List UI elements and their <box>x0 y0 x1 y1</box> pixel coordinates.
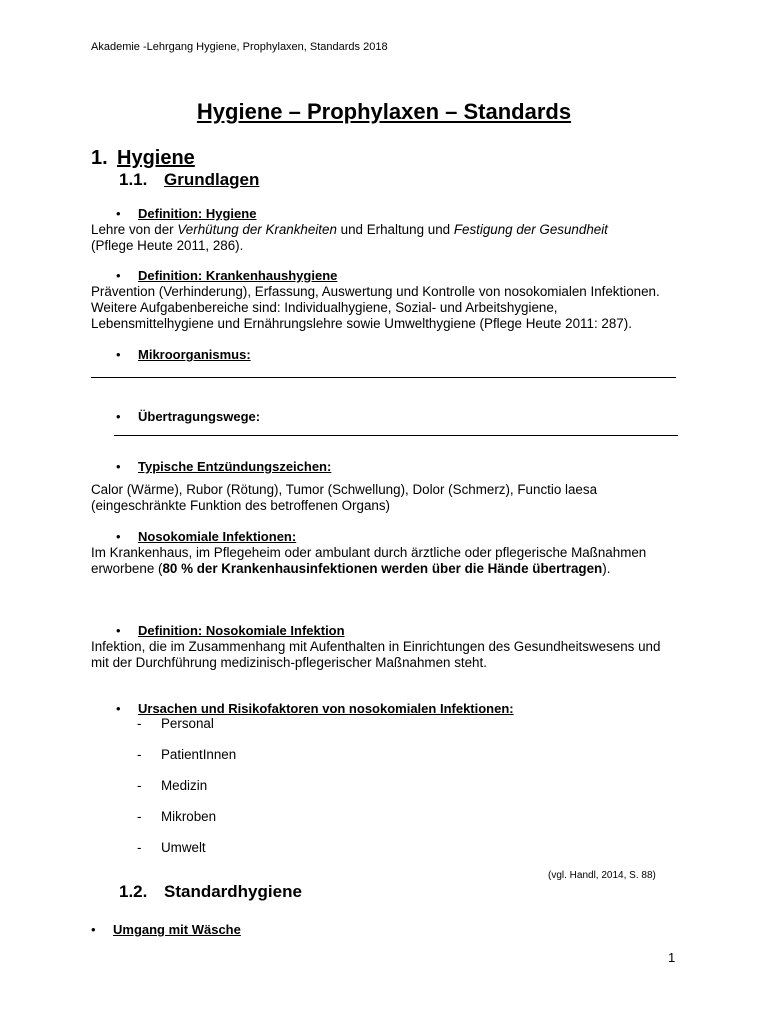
subsection-number: 1.1. <box>119 170 148 189</box>
bullet-uebertragungswege <box>116 409 260 424</box>
answer-line <box>114 435 678 436</box>
bullet-dot-icon: • <box>91 922 96 937</box>
section-heading-hygiene <box>91 147 195 170</box>
bullet-entzuendungszeichen <box>116 459 331 474</box>
subsection-label: Grundlagen <box>164 170 260 189</box>
answer-line <box>91 377 676 378</box>
bullet-dot-icon: • <box>116 347 121 362</box>
paragraph-nosokomiale-infektionen: Im Krankenhaus, im Pflegeheim oder ambulant durch ärztliche oder pflegerische Maßnahmen erworbene (80 % der Krankenhausinfektionen werden über die Hände übertragen). <box>91 545 647 576</box>
bullet-label: Definition: Krankenhaushygiene <box>138 268 338 283</box>
bullet-dot-icon: • <box>116 529 121 544</box>
bullet-definition-nosokomiale-infektion <box>116 623 345 638</box>
subsection-heading-standardhygiene <box>119 882 302 902</box>
bullet-label: Nosokomiale Infektionen: <box>138 529 297 544</box>
paragraph-nosokomiale-infektion-definition: Infektion, die im Zusammenhang mit Aufenthalten in Einrichtungen des Gesundheitswesens und mit der Durchführung medizinisch-pflegerischer Maßnahmen steht. <box>91 639 661 670</box>
list-item: - Medizin <box>137 778 208 793</box>
emphasis-text: Festigung der Gesundheit <box>453 222 608 237</box>
bullet-dot-icon: • <box>116 268 121 283</box>
bullet-label: Typische Entzündungszeichen: <box>138 459 332 474</box>
document-title: Hygiene – Prophylaxen – Standards <box>196 99 572 124</box>
paragraph-entzuendungszeichen: Calor (Wärme), Rubor (Rötung), Tumor (Schwellung), Dolor (Schmerz), Functio laesa (eingeschränkte Funktion des betroffenen Organs) <box>91 482 598 513</box>
bullet-dot-icon: • <box>116 701 121 716</box>
section-label: Hygiene <box>117 147 195 169</box>
emphasis-text: Verhütung der Krankheiten <box>177 222 337 237</box>
citation: (vgl. Handl, 2014, S. 88) <box>548 870 656 881</box>
subsection-heading-grundlagen <box>119 170 259 190</box>
paragraph-krankenhaushygiene: Prävention (Verhinderung), Erfassung, Auswertung und Kontrolle von nosokomialen Infektionen. Weitere Aufgabenbereiche sind: Individualhygiene, Sozial- und Arbeitshygiene, Lebensmittelhygiene und Ernährungslehre sowie Umwelthygiene (Pflege Heute 2011: 287). <box>91 284 660 331</box>
paragraph-hygiene-definition: Lehre von der Verhütung der Krankheiten und Erhaltung und Festigung der Gesundheit (Pflege Heute 2011, 286). <box>91 222 608 253</box>
bullet-label: Übertragungswege: <box>138 409 261 424</box>
section-number: 1. <box>91 147 108 169</box>
bullet-definition-hygiene <box>116 206 256 221</box>
bullet-label: Definition: Nosokomiale Infektion <box>138 623 345 638</box>
bullet-label: Mikroorganismus: <box>138 347 251 362</box>
bullet-label: Definition: Hygiene <box>138 206 257 221</box>
bullet-dot-icon: • <box>116 206 121 221</box>
list-item: - Personal <box>137 716 214 731</box>
bullet-ursachen-risikofaktoren <box>116 701 514 716</box>
bullet-dot-icon: • <box>116 409 121 424</box>
bullet-umgang-mit-waesche <box>91 922 241 937</box>
bullet-label: Ursachen und Risikofaktoren von nosokomialen Infektionen: <box>138 701 514 716</box>
bullet-label: Umgang mit Wäsche <box>113 922 241 937</box>
running-header: Akademie -Lehrgang Hygiene, Prophylaxen, Standards 2018 <box>91 41 388 53</box>
emphasis-bold-text: 80 % der Krankenhausinfektionen werden über die Hände übertragen <box>162 561 603 576</box>
list-item: - Umwelt <box>137 840 206 855</box>
bullet-definition-krankenhaushygiene <box>116 268 337 283</box>
list-item: - PatientInnen <box>137 747 237 762</box>
page-number: 1 <box>668 950 676 965</box>
subsection-label: Standardhygiene <box>164 882 302 901</box>
bullet-mikroorganismus <box>116 347 251 362</box>
bullet-dot-icon: • <box>116 623 121 638</box>
list-item: - Mikroben <box>137 809 217 824</box>
subsection-number: 1.2. <box>119 882 148 901</box>
bullet-nosokomiale-infektionen <box>116 529 296 544</box>
bullet-dot-icon: • <box>116 459 121 474</box>
